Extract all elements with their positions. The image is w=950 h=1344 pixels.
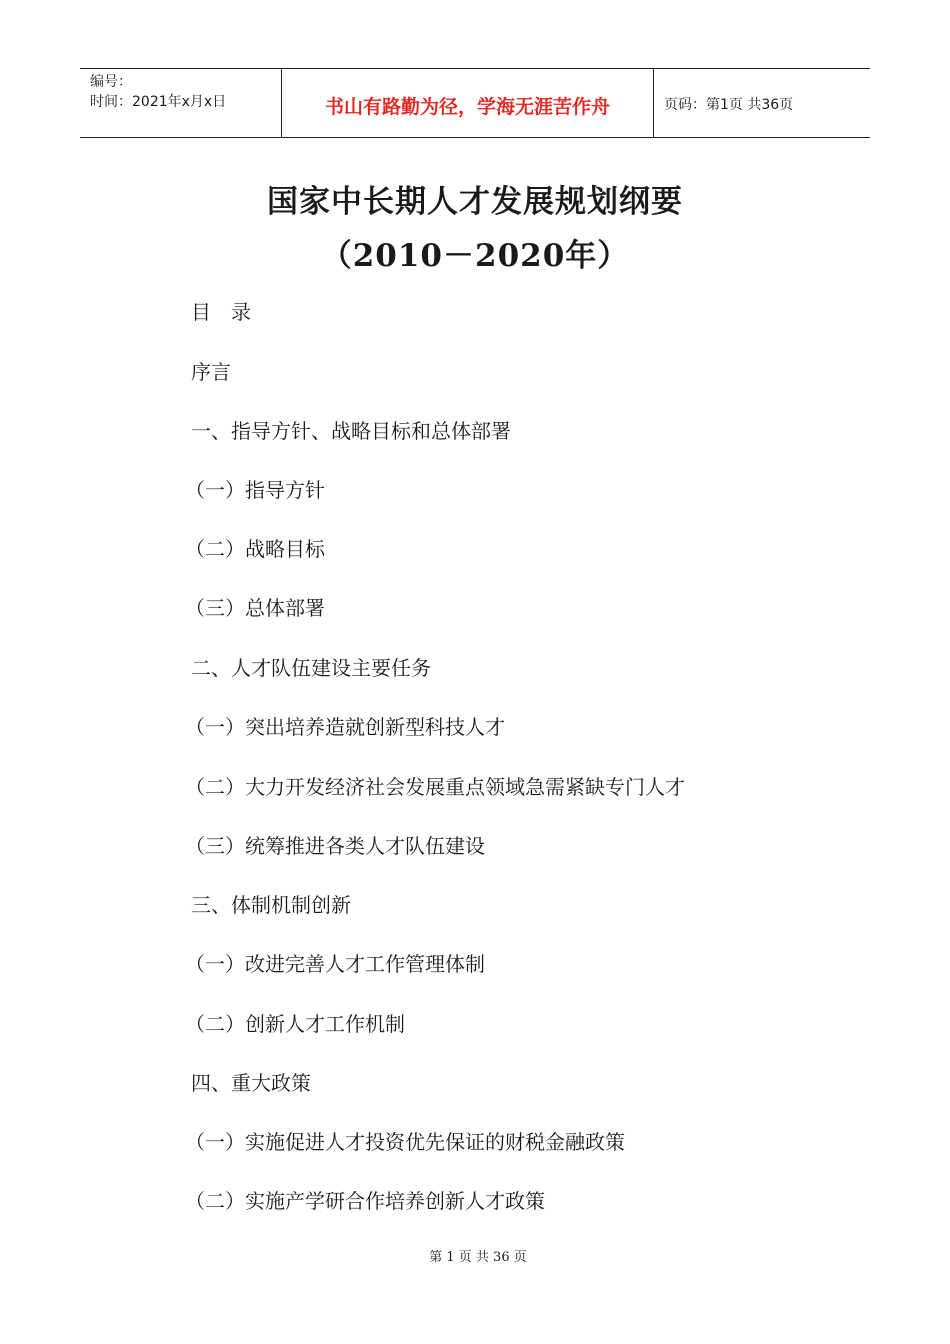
toc-item: 序言 [191,360,231,384]
header-page-info: 页码：第1页 共36页 [664,97,794,113]
toc-item: 二、人才队伍建设主要任务 [191,656,431,680]
toc-item: （一）实施促进人才投资优先保证的财税金融政策 [185,1130,625,1154]
document-title: 国家中长期人才发展规划纲要 [267,184,683,220]
toc-item: （三）总体部署 [185,596,325,620]
toc-item: （二）大力开发经济社会发展重点领域急需紧缺专门人才 [185,775,685,799]
document-date-label: 时间：2021年x月x日 [90,94,227,110]
toc-item: 一、指导方针、战略目标和总体部署 [191,419,511,443]
toc-heading: 目 录 [191,300,251,324]
toc-item: （二）实施产学研合作培养创新人才政策 [185,1189,545,1213]
header-meta-cell [80,69,282,137]
header-motto-cell [282,69,654,137]
document-subtitle: （2010－2020年） [320,238,630,274]
toc-item: （三）统筹推进各类人才队伍建设 [185,834,485,858]
toc-item: （一）指导方针 [185,478,325,502]
toc-item: 三、体制机制创新 [191,893,351,917]
toc-item: （一）改进完善人才工作管理体制 [185,952,485,976]
toc-item: 四、重大政策 [191,1071,311,1095]
header-motto: 书山有路勤为径，学海无涯苦作舟 [324,95,610,118]
page-footer: 第 1 页 共 36 页 [429,1250,527,1265]
toc-item: （二）创新人才工作机制 [185,1012,405,1036]
header-page-cell [654,69,870,137]
toc-item: （二）战略目标 [185,537,325,561]
header-table [80,68,870,138]
toc-item: （一）突出培养造就创新型科技人才 [185,715,505,739]
document-number-label: 编号： [90,74,132,90]
